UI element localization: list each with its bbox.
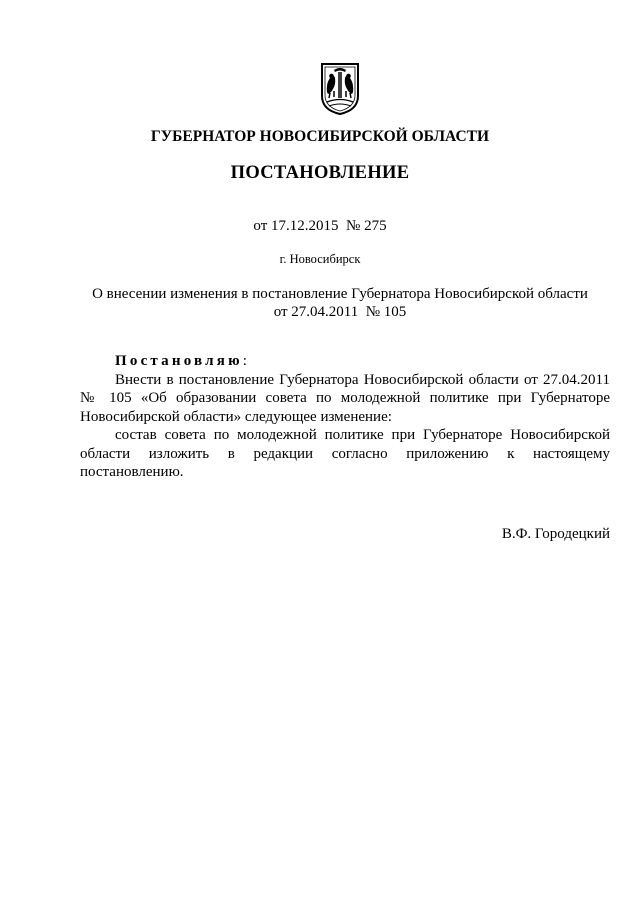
- issuing-authority: ГУБЕРНАТОР НОВОСИБИРСКОЙ ОБЛАСТИ: [150, 128, 490, 145]
- document-city: г. Новосибирск: [279, 252, 361, 266]
- subject-line-2: от 27.04.2011 № 105: [273, 304, 407, 320]
- document-body: [80, 352, 610, 482]
- body-paragraph-2: состав совета по молодежной политике при Губернаторе Новосибирской области изложить в редакции согласно приложению к настоящему постановлению.: [80, 427, 610, 480]
- resolve-heading: [80, 352, 610, 371]
- document-date-number: от 17.12.2015 № 275: [253, 218, 387, 234]
- body-paragraph-1: Внести в постановление Губернатора Новосибирской области от 27.04.2011 № 105 «Об образовании совета по молодежной политике при Губернаторе Новосибирской области» следующее изменение:: [80, 371, 610, 425]
- document-subject: [80, 285, 600, 321]
- signature-name: В.Ф. Городецкий: [501, 526, 610, 542]
- document-type: ПОСТАНОВЛЕНИЕ: [230, 163, 410, 183]
- resolve-word: Постановляю: [115, 353, 243, 369]
- coat-of-arms-icon: [319, 62, 361, 116]
- resolve-colon: :: [242, 353, 247, 369]
- subject-line-1: О внесении изменения в постановление Губернатора Новосибирской области: [92, 286, 588, 302]
